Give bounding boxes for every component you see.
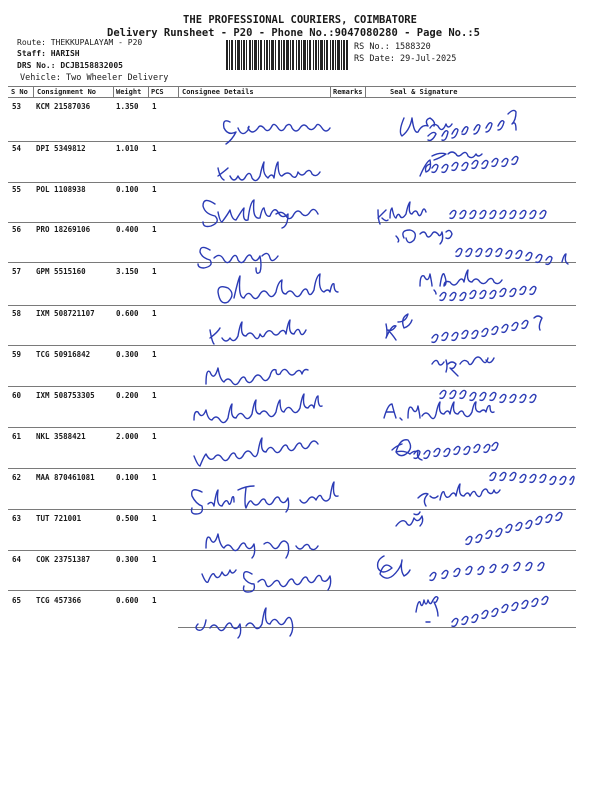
- row-sno: 58: [12, 309, 22, 318]
- row-rule: [8, 550, 576, 551]
- row-sno: 60: [12, 391, 22, 400]
- row-weight: 0.300: [116, 350, 139, 359]
- drs-number: DRS No.: DCJB15883200​5: [17, 61, 123, 70]
- signature-handwriting-row-57: [420, 270, 536, 300]
- consignee-handwriting-jayapalney: [196, 608, 293, 638]
- row-pcs: 1: [152, 225, 157, 234]
- row-pcs: 1: [152, 144, 157, 153]
- row-consignment: IXM 508721107: [36, 309, 95, 318]
- col-header-weight: Weight: [116, 88, 142, 96]
- row-rule: [8, 222, 576, 223]
- col-header-pcs: PCS: [151, 88, 164, 96]
- row-rule: [8, 262, 576, 263]
- col-divider: [113, 86, 114, 97]
- row-rule: [8, 590, 576, 591]
- row-weight: 0.100: [116, 473, 139, 482]
- row-consignment: NKL 3588421: [36, 432, 86, 441]
- row-rule: [8, 509, 576, 510]
- consignee-handwriting-varunkumar: [194, 438, 318, 466]
- consignee-handwriting-dhanakodi: [218, 274, 338, 303]
- consignee-handwriting-mahalakshmi: [194, 394, 322, 423]
- col-header-consignment: Consignment No: [37, 88, 97, 96]
- row-pcs: 1: [152, 267, 157, 276]
- runsheet-title: Delivery Runsheet - P20 - Phone No.:9047080280 - Page No.:5: [107, 27, 480, 39]
- signature-handwriting-row-54: [420, 152, 518, 176]
- row-weight: 0.200: [116, 391, 139, 400]
- vehicle-label: Vehicle: Two Wheeler Delivery: [20, 73, 169, 83]
- row-weight: 0.100: [116, 185, 139, 194]
- col-divider: [148, 86, 149, 97]
- row-rule: [8, 141, 576, 142]
- row-sno: 55: [12, 185, 22, 194]
- row-consignment: IXM 508753305: [36, 391, 95, 400]
- row-consignment: MAA 870461081: [36, 473, 95, 482]
- row-weight: 0.300: [116, 555, 139, 564]
- row-sno: 59: [12, 350, 22, 359]
- row-consignment: TUT 721001: [36, 514, 82, 523]
- consignee-handwriting-kuruthulam: [218, 162, 320, 181]
- signature-handwriting-row-60: [384, 390, 536, 420]
- row-sno: 61: [12, 432, 22, 441]
- row-weight: 0.600: [116, 309, 139, 318]
- row-rule: [8, 386, 576, 387]
- row-pcs: 1: [152, 309, 157, 318]
- row-pcs: 1: [152, 473, 157, 482]
- row-pcs: 1: [152, 596, 157, 605]
- row-rule: [8, 305, 576, 306]
- row-consignment: POL 1108938: [36, 185, 86, 194]
- row-weight: 0.500: [116, 514, 139, 523]
- barcode: [226, 40, 348, 70]
- row-sno: 53: [12, 102, 22, 111]
- table-top-rule: [8, 86, 576, 87]
- signature-handwriting-row-58: [386, 314, 542, 342]
- consignee-handwriting-saranya: [198, 247, 278, 273]
- row-weight: 3.150: [116, 267, 139, 276]
- col-divider: [330, 86, 331, 97]
- row-sno: 57: [12, 267, 22, 276]
- signature-handwriting-row-61: [392, 440, 498, 460]
- row-pcs: 1: [152, 102, 157, 111]
- row-weight: 2.000: [116, 432, 139, 441]
- signature-handwriting-row-64: [378, 556, 544, 580]
- row-weight: 0.400: [116, 225, 139, 234]
- row-pcs: 1: [152, 514, 157, 523]
- col-divider: [365, 86, 366, 97]
- table-header-rule: [8, 97, 576, 98]
- row-consignment: TCG 50916842: [36, 350, 91, 359]
- rs-date: RS Date: 29-Jul-2025: [354, 54, 457, 64]
- row-pcs: 1: [152, 350, 157, 359]
- row-sno: 65: [12, 596, 22, 605]
- col-divider: [33, 86, 34, 97]
- col-divider: [178, 86, 179, 97]
- row-rule: [8, 345, 576, 346]
- route-label: Route: THEKKUPALAYAM - P20: [17, 38, 143, 47]
- row-pcs: 1: [152, 432, 157, 441]
- consignee-handwriting-ivan-saravanaraj: [202, 570, 331, 592]
- row-sno: 64: [12, 555, 22, 564]
- row-consignment: DPI 5349812: [36, 144, 86, 153]
- signature-handwriting-row-62: [418, 472, 574, 506]
- row-rule: [8, 468, 576, 469]
- row-pcs: 1: [152, 185, 157, 194]
- signature-handwriting-row-56: [396, 230, 568, 264]
- row-sno: 56: [12, 225, 22, 234]
- row-pcs: 1: [152, 391, 157, 400]
- consignee-handwriting-sivalingam: [203, 200, 318, 228]
- row-pcs: 1: [152, 555, 157, 564]
- row-weight: 0.600: [116, 596, 139, 605]
- row-sno: 54: [12, 144, 22, 153]
- row-weight: 1.010: [116, 144, 139, 153]
- row-consignment: GPM 5515160: [36, 267, 86, 276]
- company-title: THE PROFESSIONAL COURIERS, COIMBATORE: [183, 14, 417, 26]
- consignee-handwriting-nagarajan: [206, 534, 318, 558]
- consignee-handwriting-kalaiselvi: [210, 320, 306, 344]
- signature-handwriting-row-55: [378, 202, 546, 224]
- row-rule: [8, 182, 576, 183]
- signature-handwriting-row-65: [416, 596, 548, 626]
- consignee-handwriting-manostar: [206, 368, 308, 385]
- row-sno: 63: [12, 514, 22, 523]
- row-consignment: PRO 18269106: [36, 225, 91, 234]
- col-header-consignee: Consignee Details: [182, 88, 254, 96]
- col-header-signature: Seal & Signature: [390, 88, 458, 96]
- row-weight: 1.350: [116, 102, 139, 111]
- staff-label: Staff: HARISH: [17, 49, 80, 58]
- row-consignment: TCG 457366: [36, 596, 82, 605]
- signature-handwriting-row-63: [396, 512, 562, 544]
- rs-number: RS No.: 1588320: [354, 42, 431, 52]
- row-rule: [178, 627, 576, 628]
- signature-handwriting-row-59: [432, 357, 494, 376]
- col-header-remarks: Remarks: [333, 88, 363, 96]
- row-sno: 62: [12, 473, 22, 482]
- row-consignment: KCM 21587036: [36, 102, 91, 111]
- row-rule: [8, 427, 576, 428]
- col-header-sno: S No: [11, 88, 28, 96]
- signature-handwriting-row-53: [400, 110, 516, 140]
- row-consignment: COK 23751387: [36, 555, 91, 564]
